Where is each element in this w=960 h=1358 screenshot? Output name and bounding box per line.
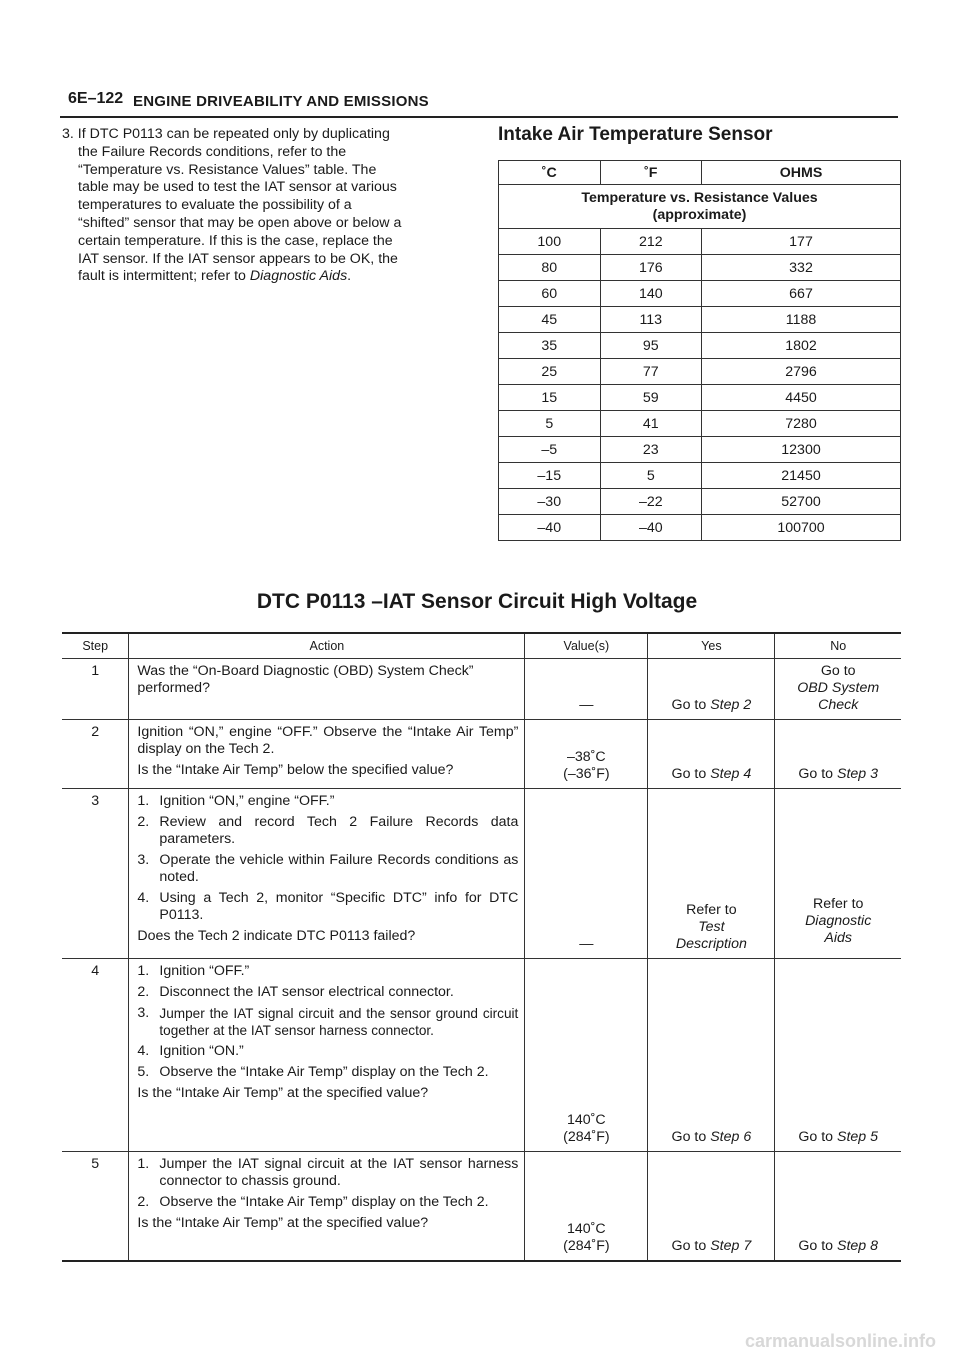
iat-data-row — [499, 489, 901, 515]
col-action: Action — [129, 633, 525, 659]
iat-table-heading: Intake Air Temperature Sensor — [498, 124, 773, 145]
dtc-step-row — [62, 959, 901, 1152]
yes-target-link[interactable]: Step 4 — [710, 766, 752, 782]
iat-data-row — [499, 307, 901, 333]
fahrenheit-cell: 176 — [600, 255, 702, 281]
ohms-cell: 12300 — [702, 437, 901, 463]
step-number: 5 — [62, 1152, 129, 1261]
iat-data-row — [499, 281, 901, 307]
step-no: Go to Step 8 — [775, 1152, 901, 1261]
dtc-step-row — [62, 789, 901, 959]
intro-line: the Failure Records conditions, refer to the — [78, 143, 347, 160]
step-value: — — [525, 789, 648, 959]
fahrenheit-cell: 95 — [600, 333, 702, 359]
celsius-cell: 80 — [499, 255, 601, 281]
temperature-resistance-table — [498, 160, 901, 541]
diagnostic-aids-reference: Diagnostic Aids — [249, 268, 348, 285]
step-yes: Go to Step 6 — [648, 959, 775, 1152]
fahrenheit-cell: –22 — [600, 489, 702, 515]
fahrenheit-cell: –40 — [600, 515, 702, 541]
yes-target-link[interactable]: Step 6 — [710, 1129, 752, 1145]
iat-data-row — [499, 255, 901, 281]
step-value: — — [525, 659, 648, 720]
no-target-link[interactable]: Step 8 — [837, 1237, 879, 1254]
iat-data-row — [499, 515, 901, 541]
fahrenheit-cell: 113 — [600, 307, 702, 333]
intro-line: table may be used to test the IAT sensor at various — [78, 179, 397, 196]
intro-line: “shifted” sensor that may be open above or below a — [78, 214, 402, 231]
ohms-cell: 2796 — [702, 359, 901, 385]
step-no: Refer to Diagnostic Aids — [775, 789, 901, 959]
celsius-cell: –15 — [499, 463, 601, 489]
ohms-cell: 332 — [702, 255, 901, 281]
intro-line-last — [62, 268, 462, 286]
intro-line: certain temperature. If this is the case, replace the — [78, 232, 393, 249]
intro-lead: 3. If DTC P0113 can be repeated only by duplicating — [62, 126, 390, 142]
step-question: Is the “Intake Air Temp” below the specified value? — [137, 762, 454, 778]
step-no: Go to Step 3 — [775, 720, 901, 789]
celsius-cell: 15 — [499, 385, 601, 411]
ohms-cell: 52700 — [702, 489, 901, 515]
action-item: 3. Operate the vehicle within Failure Records conditions as noted. — [137, 852, 519, 885]
fahrenheit-cell: 41 — [600, 411, 702, 437]
action-item: 2. Disconnect the IAT sensor electrical connector. — [137, 984, 454, 1000]
iat-data-row — [499, 437, 901, 463]
iat-header-row — [499, 161, 901, 185]
celsius-cell: 35 — [499, 333, 601, 359]
dtc-header-row — [62, 633, 901, 659]
ohms-cell: 667 — [702, 281, 901, 307]
dtc-step-row — [62, 659, 901, 720]
step-value: –38˚C (–36˚F) — [525, 720, 648, 789]
step-number: 1 — [62, 659, 129, 720]
fahrenheit-cell: 212 — [600, 229, 702, 255]
step-action: Was the “On-Board Diagnostic (OBD) System Check” performed? — [129, 659, 525, 720]
iat-caption-row — [499, 185, 901, 229]
step-question: Does the Tech 2 indicate DTC P0113 failed? — [137, 928, 416, 944]
celsius-cell: 25 — [499, 359, 601, 385]
fahrenheit-cell: 23 — [600, 437, 702, 463]
iat-table-caption: Temperature vs. Resistance Values (approximate) — [499, 185, 901, 229]
col-values: Value(s) — [525, 633, 648, 659]
iat-data-row — [499, 463, 901, 489]
ohms-cell: 1802 — [702, 333, 901, 359]
intro-line: temperatures to evaluate the possibility of a — [78, 197, 352, 214]
action-item: 3. Jumper the IAT signal circuit and the sensor ground circuit together at the IAT sensor harness connector. — [137, 1005, 519, 1038]
ohms-cell: 100700 — [702, 515, 901, 541]
no-target-link[interactable]: Step 3 — [837, 766, 879, 782]
fahrenheit-cell: 5 — [600, 463, 702, 489]
iat-data-row — [499, 411, 901, 437]
action-item: 2. Review and record Tech 2 Failure Records data parameters. — [137, 814, 519, 847]
col-step: Step — [62, 633, 129, 659]
step-question: Is the “Intake Air Temp” at the specified value? — [137, 1215, 429, 1231]
yes-target-link[interactable]: Step 7 — [710, 1237, 752, 1254]
ohms-cell: 4450 — [702, 385, 901, 411]
step-action — [129, 789, 525, 959]
ohms-cell: 21450 — [702, 463, 901, 489]
iat-data-row — [499, 385, 901, 411]
yes-target-link[interactable]: Step 2 — [710, 697, 752, 713]
action-item: 2. Observe the “Intake Air Temp” display on the Tech 2. — [137, 1194, 489, 1210]
fahrenheit-cell: 77 — [600, 359, 702, 385]
col-ohms: OHMS — [702, 161, 901, 185]
celsius-cell: –5 — [499, 437, 601, 463]
step-number: 2 — [62, 720, 129, 789]
step-action — [129, 959, 525, 1152]
step-no: Go to Step 5 — [775, 959, 901, 1152]
fahrenheit-cell: 140 — [600, 281, 702, 307]
action-item: 1. Jumper the IAT signal circuit at the IAT sensor harness connector to chassis ground. — [137, 1156, 519, 1189]
celsius-cell: 5 — [499, 411, 601, 437]
intro-paragraph — [62, 126, 462, 286]
step-no: Go to OBD System Check — [775, 659, 901, 720]
dtc-step-row — [62, 1152, 901, 1261]
step-number: 3 — [62, 789, 129, 959]
action-item: 1. Ignition “OFF.” — [137, 963, 250, 979]
intro-last-prefix: fault is intermittent; refer to — [78, 268, 250, 285]
step-yes: Go to Step 7 — [648, 1152, 775, 1261]
step-question: Is the “Intake Air Temp” at the specified value? — [137, 1085, 429, 1101]
header-divider — [60, 116, 898, 118]
no-target-link[interactable]: Step 5 — [837, 1129, 879, 1145]
celsius-cell: –30 — [499, 489, 601, 515]
action-item: 5. Observe the “Intake Air Temp” display on the Tech 2. — [137, 1064, 489, 1080]
page-number: 6E–122 — [68, 90, 124, 107]
celsius-cell: 45 — [499, 307, 601, 333]
action-item: 4. Using a Tech 2, monitor “Specific DTC” info for DTC P0113. — [137, 890, 519, 923]
step-action — [129, 1152, 525, 1261]
intro-last-suffix: . — [347, 268, 352, 285]
ohms-cell: 7280 — [702, 411, 901, 437]
ohms-cell: 177 — [702, 229, 901, 255]
col-yes: Yes — [648, 633, 775, 659]
step-action — [129, 720, 525, 789]
step-number: 4 — [62, 959, 129, 1152]
celsius-cell: 100 — [499, 229, 601, 255]
step-value: 140˚C (284˚F) — [525, 1152, 648, 1261]
celsius-cell: 60 — [499, 281, 601, 307]
iat-data-row — [499, 359, 901, 385]
watermark-text: carmanualsonline.info — [744, 1331, 936, 1351]
dtc-title: DTC P0113 –IAT Sensor Circuit High Voltage — [256, 590, 698, 613]
col-no: No — [775, 633, 901, 659]
iat-data-row — [499, 333, 901, 359]
yes-target-link[interactable]: Test Description — [675, 919, 747, 952]
ohms-cell: 1188 — [702, 307, 901, 333]
dtc-step-row — [62, 720, 901, 789]
fahrenheit-cell: 59 — [600, 385, 702, 411]
step-action-intro: Ignition “ON,” engine “OFF.” Observe the “Intake Air Temp” display on the Tech 2. — [137, 724, 519, 757]
action-item: 1. Ignition “ON,” engine “OFF.” — [137, 793, 335, 809]
no-target-link[interactable]: Diagnostic Aids — [805, 913, 872, 946]
step-yes: Refer to Test Description — [648, 789, 775, 959]
iat-data-row — [499, 229, 901, 255]
section-title: ENGINE DRIVEABILITY AND EMISSIONS — [133, 93, 429, 110]
step-value: 140˚C (284˚F) — [525, 959, 648, 1152]
no-target-link[interactable]: OBD System Check — [797, 680, 880, 713]
col-fahrenheit: ˚F — [600, 161, 702, 185]
intro-line: IAT sensor. If the IAT sensor appears to be OK, the — [78, 250, 398, 267]
intro-line: “Temperature vs. Resistance Values” table. The — [78, 161, 377, 178]
step-yes: Go to Step 2 — [648, 659, 775, 720]
dtc-diagnostic-table — [62, 632, 901, 1262]
celsius-cell: –40 — [499, 515, 601, 541]
step-yes: Go to Step 4 — [648, 720, 775, 789]
action-item: 4. Ignition “ON.” — [137, 1043, 244, 1059]
col-celsius: ˚C — [499, 161, 601, 185]
